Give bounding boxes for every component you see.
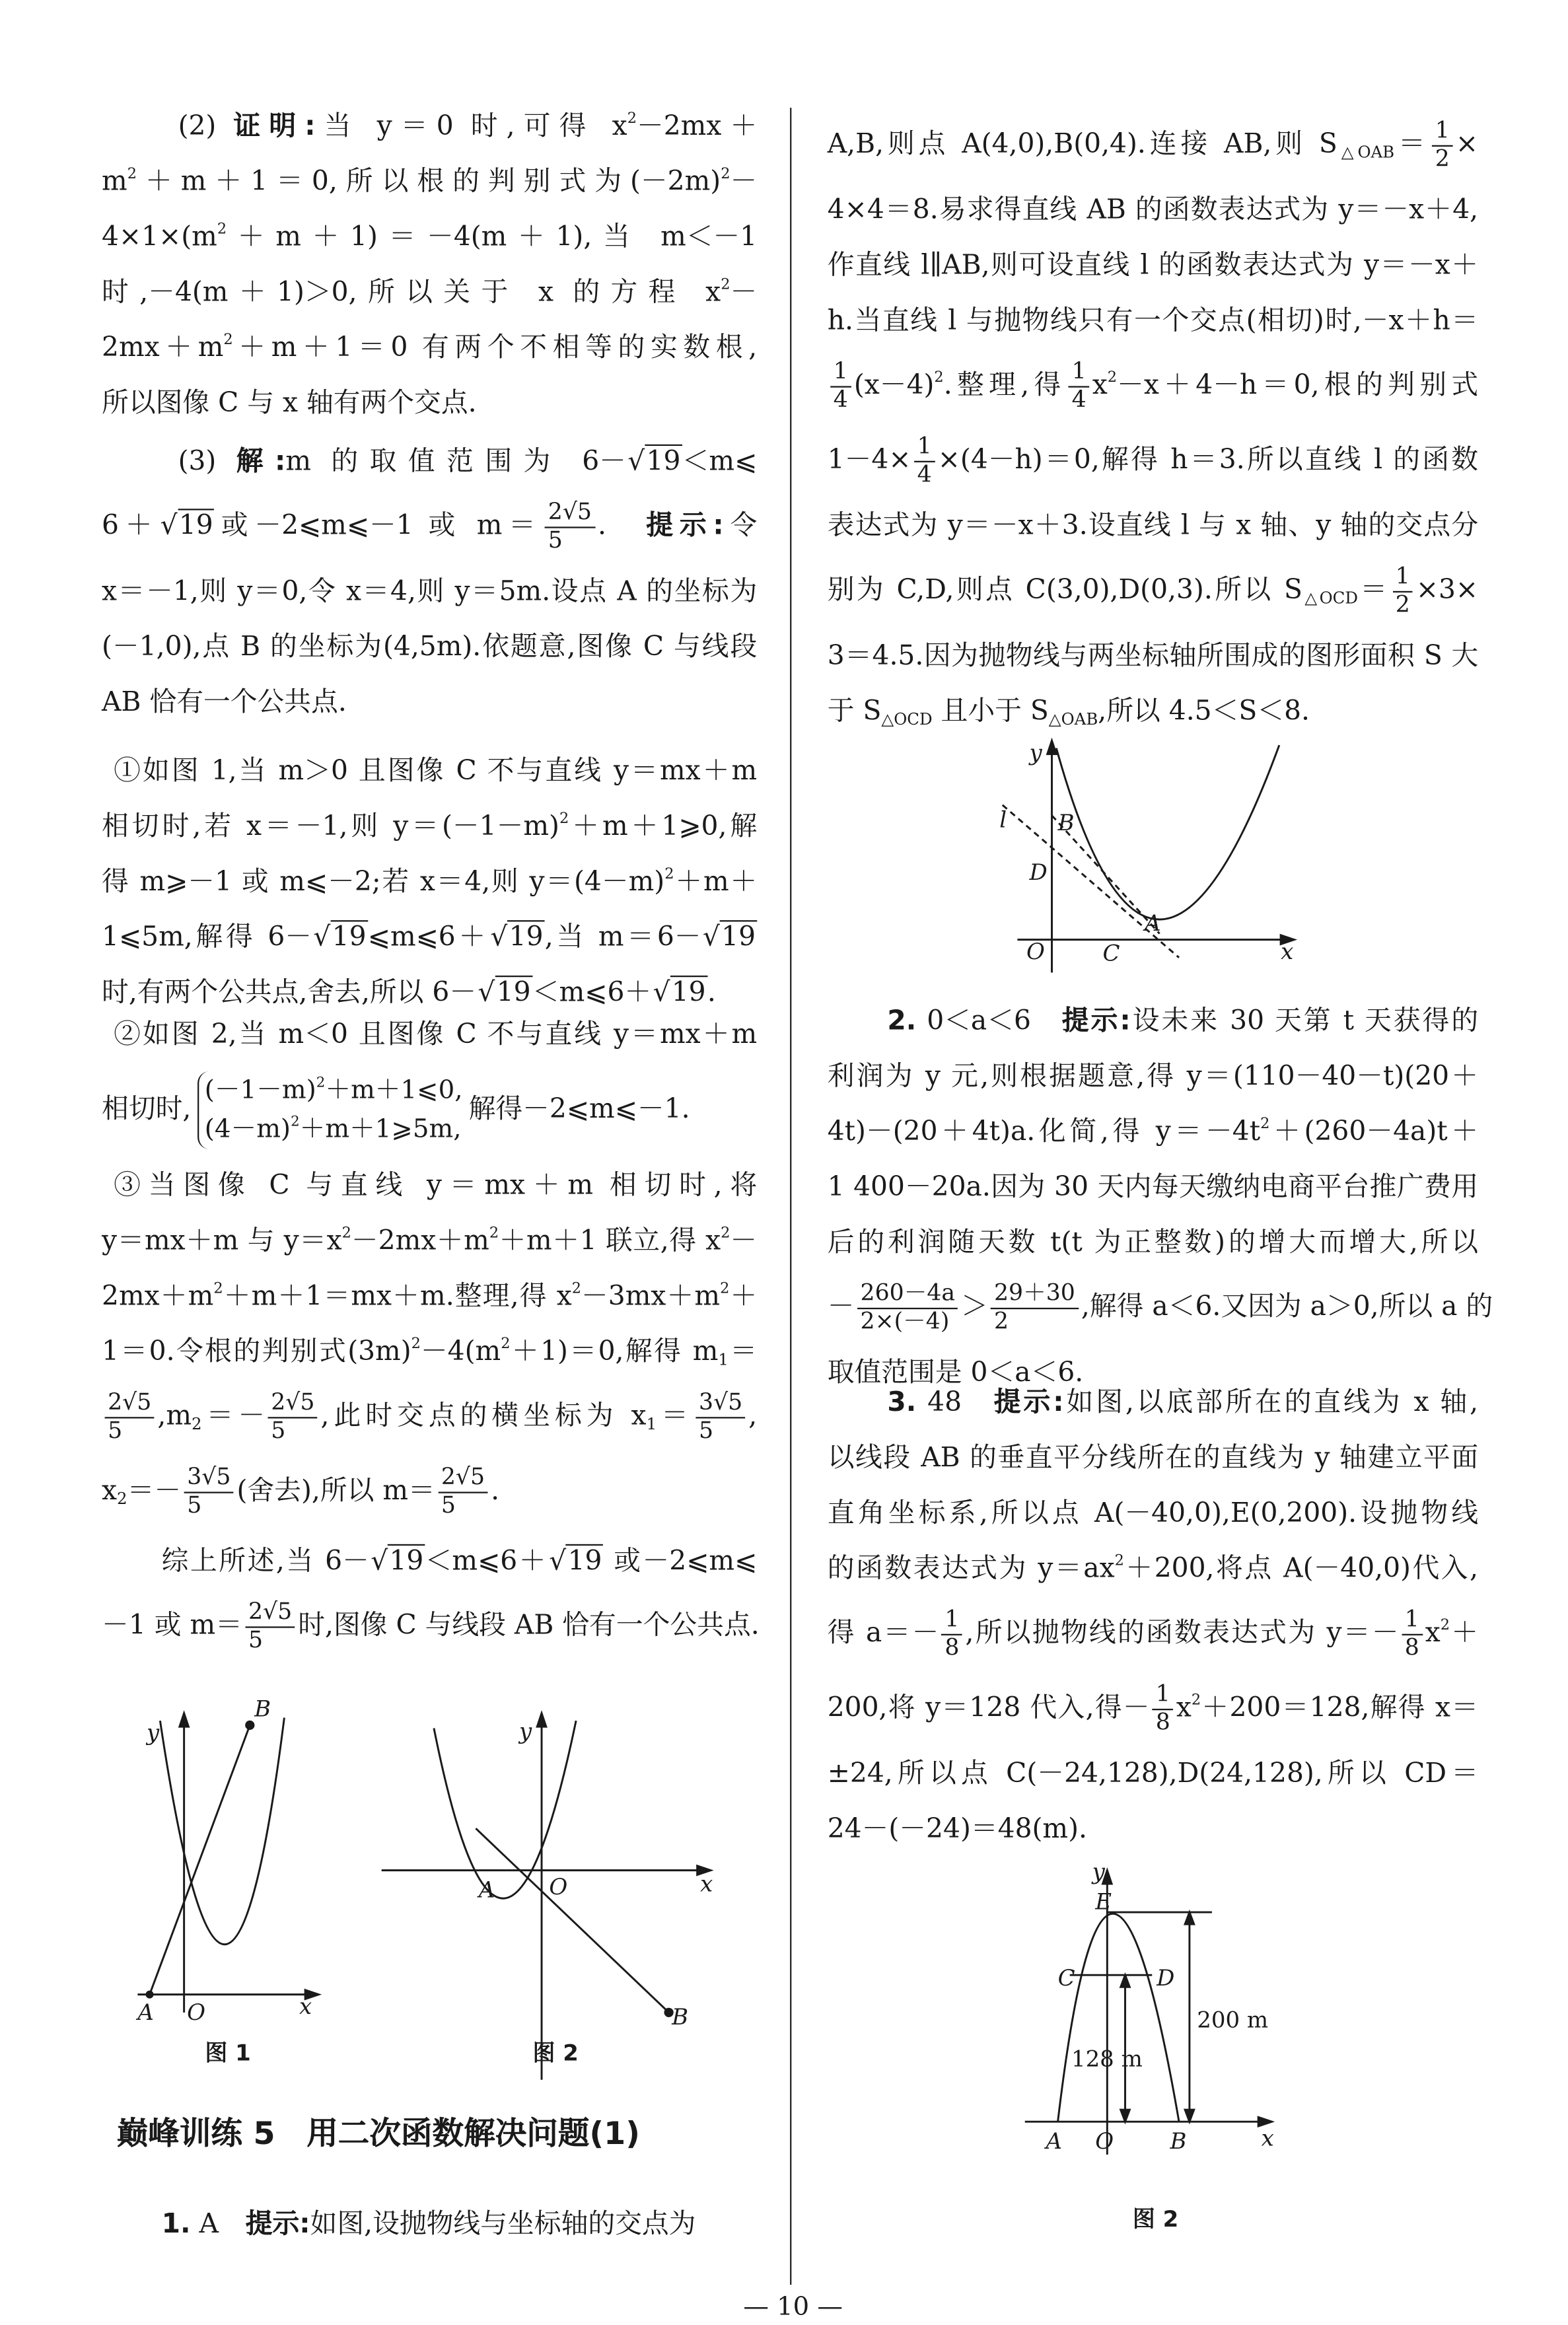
figure-1 xyxy=(137,1713,318,2013)
text-run: － xyxy=(730,1225,758,1257)
radicand: 19 xyxy=(495,976,532,1009)
text-run: 取值范围是 0＜a＜6. xyxy=(827,1357,1084,1389)
superscript: 2 xyxy=(934,369,944,386)
numerator: 2√5 xyxy=(105,1390,155,1417)
text-run: 4×1×(m xyxy=(102,221,217,253)
radical-sign: √ xyxy=(702,921,720,953)
fig3-label-a: A xyxy=(1144,910,1161,937)
subscript: 1 xyxy=(718,1349,729,1370)
fig3-label-b: B xyxy=(1057,810,1075,837)
superscript: 2 xyxy=(1440,1618,1450,1634)
fig1-label-o: O xyxy=(187,1999,206,2026)
text-run: 别为 C,D,则点 C(3,0),D(0,3).所以 S xyxy=(827,574,1302,606)
text-run: (3) xyxy=(178,446,236,478)
denominator: 5 xyxy=(108,1416,123,1443)
text-run: y＝mx＋m 与 y＝x xyxy=(102,1225,342,1257)
superscript: 2 xyxy=(291,1114,300,1131)
bold-label: 提示: xyxy=(1061,1005,1131,1037)
y-axis-arrow-icon xyxy=(180,1713,189,1727)
parabola-c xyxy=(160,1718,284,1945)
text-run: 1－4× xyxy=(827,444,911,476)
text-run: 相切时, xyxy=(102,1093,192,1126)
radicand: 19 xyxy=(178,509,215,542)
fig3-label-o: O xyxy=(1026,939,1045,966)
subscript: △OCD xyxy=(1302,588,1359,608)
text-run: , xyxy=(748,1400,758,1432)
bold-label: 证明: xyxy=(233,110,316,143)
denominator: 8 xyxy=(1155,1707,1170,1735)
numerator: 1 xyxy=(1432,118,1452,146)
section-heading: 巅峰训练 5 用二次函数解决问题(1) xyxy=(116,2116,640,2152)
numerator: 260－4a xyxy=(857,1281,958,1308)
text-run: 得 m⩾－1 或 m⩽－2;若 x＝4,则 y＝(4－m) xyxy=(102,866,665,898)
denominator: 5 xyxy=(441,1491,456,1519)
text-run: A,B,则点 A(4,0),B(0,4).连接 AB,则 S xyxy=(827,128,1337,161)
superscript: 2 xyxy=(127,166,137,183)
segment-ab xyxy=(476,1828,668,2013)
superscript: 2 xyxy=(571,1281,581,1298)
text-run: ＝－ xyxy=(127,1475,182,1507)
text-run: (－1,0),点 B 的坐标为(4,5m).依题意,图像 C 与线段 xyxy=(102,631,758,663)
text-run: 设未来 30 天第 t 天获得的 xyxy=(1130,1005,1479,1037)
superscript: 2 xyxy=(1114,1553,1124,1570)
text-run: －4(m xyxy=(420,1336,501,1368)
superscript: 2 xyxy=(316,1075,326,1092)
numerator: 2√5 xyxy=(545,499,594,527)
text-run: 1＝0.令根的判别式(3m) xyxy=(102,1336,411,1368)
radical-sign: √ xyxy=(478,977,495,1009)
denominator: 5 xyxy=(699,1416,714,1443)
text-run: 200,将 y＝128 代入,得－ xyxy=(827,1692,1150,1724)
point-b xyxy=(246,1721,254,1729)
text-run: × xyxy=(1455,128,1479,161)
denominator: 2 xyxy=(1395,590,1410,618)
parabola-c xyxy=(434,1721,576,1898)
text-run: 24－(－24)＝48(m). xyxy=(827,1813,1087,1845)
text-run: 于 S xyxy=(827,696,882,727)
fig1-caption: 图 1 xyxy=(205,2040,251,2067)
radical-sign: √ xyxy=(313,921,331,953)
text-run: 3＝4.5.因为抛物线与两坐标轴所围成的图形面积 S 大 xyxy=(827,640,1479,672)
text-run: ,此时交点的横坐标为 x xyxy=(320,1400,647,1432)
numerator: 2√5 xyxy=(268,1390,318,1417)
text-run: AB 恰有一个公共点. xyxy=(102,686,347,719)
subscript: △OAB xyxy=(1337,142,1395,162)
subscript: △OAB xyxy=(1048,709,1098,729)
superscript: 2 xyxy=(664,866,674,883)
fig1-label-y: y xyxy=(146,1719,160,1746)
superscript: 2 xyxy=(489,1225,499,1242)
point-a xyxy=(147,1991,153,1997)
text-run: (－1－m) xyxy=(204,1075,316,1106)
numerator: 3√5 xyxy=(184,1465,234,1493)
superscript: 2 xyxy=(559,811,569,828)
text-run: . xyxy=(707,977,716,1009)
arrow-down-icon xyxy=(1185,2110,1194,2122)
fig2-label-o: O xyxy=(549,1873,568,1900)
text-run: ⩽m⩽6＋ xyxy=(367,921,489,953)
text-run: ＋m＋1 联立,得 x xyxy=(499,1225,721,1257)
superscript: 2 xyxy=(720,1281,730,1298)
denominator: 2 xyxy=(1435,144,1450,172)
text-run: 令 xyxy=(723,510,758,542)
y-axis-arrow-icon xyxy=(1048,740,1057,754)
denominator: 8 xyxy=(944,1633,960,1661)
text-run: －x＋4－h＝0,根的判别式 xyxy=(1117,369,1479,402)
radical-sign: √ xyxy=(371,1546,388,1577)
bold-label: 解: xyxy=(236,446,286,478)
text-run: 利润为 y 元,则根据题意,得 y＝(110－40－t)(20＋ xyxy=(827,1061,1479,1092)
text-run: 后的利润随天数 t(t 为正整数)的增大而增大,所以 xyxy=(827,1227,1479,1259)
arrow-down-icon xyxy=(1121,2110,1130,2122)
fig2-label-a: A xyxy=(478,1877,495,1904)
subscript: 1 xyxy=(646,1414,657,1434)
denominator: 4 xyxy=(833,385,848,413)
text-run: ＝ xyxy=(1394,128,1429,161)
text-run: ＝ xyxy=(728,1336,758,1368)
superscript: 2 xyxy=(411,1336,421,1353)
superscript: 2 xyxy=(627,110,637,127)
text-run: ＜m⩽6＋ xyxy=(532,977,652,1009)
fig4-label-c: C xyxy=(1057,1965,1075,1992)
text-run: 时,－4(m＋1)＞0,所以关于 x 的方程 x xyxy=(102,277,721,308)
superscript: 2 xyxy=(213,1281,223,1298)
numerator: 1 xyxy=(1153,1682,1173,1709)
numerator: 2√5 xyxy=(245,1599,295,1627)
subscript: 2 xyxy=(191,1414,202,1434)
text-run: － xyxy=(730,277,758,308)
figure-2 xyxy=(382,1713,711,2080)
text-run: (4－m) xyxy=(204,1114,291,1145)
radical-sign: √ xyxy=(653,977,670,1009)
superscript: 2 xyxy=(341,1225,351,1242)
subscript: △OCD xyxy=(881,709,933,729)
text-run: 所以图像 C 与 x 轴有两个交点. xyxy=(102,387,477,419)
fig4-label-e: E xyxy=(1095,1888,1112,1915)
fig1-label-b: B xyxy=(254,1696,271,1723)
numerator: 1 xyxy=(1392,564,1413,592)
numerator: 3√5 xyxy=(696,1390,746,1417)
numerator: 2√5 xyxy=(438,1465,487,1493)
text-run: 如图,设抛物线与坐标轴的交点为 xyxy=(310,2208,696,2240)
fig4-label-d: D xyxy=(1157,1965,1175,1992)
text-run: (舍去),所以 m＝ xyxy=(236,1475,435,1507)
parabola xyxy=(1058,1914,1179,2122)
superscript: 2 xyxy=(1191,1692,1201,1709)
text-run: ＋200＝128,解得 x＝ xyxy=(1201,1692,1479,1724)
radicand: 19 xyxy=(670,976,707,1009)
text-run: 48 xyxy=(916,1386,994,1419)
text-run: 时,有两个公共点,舍去,所以 6－ xyxy=(102,977,477,1009)
radical-sign: √ xyxy=(549,1546,567,1577)
text-run: ＜m⩽6＋ xyxy=(425,1546,548,1577)
text-run: A xyxy=(190,2208,246,2240)
text-run: ＋200,将点 A(－40,0)代入, xyxy=(1123,1553,1479,1585)
text-run: ③当图像 C 与直线 y＝mx＋m 相切时,将 xyxy=(114,1170,758,1202)
radical-sign: √ xyxy=(627,446,645,478)
text-run: 作直线 l∥AB,则可设直线 l 的函数表达式为 y＝－x＋ xyxy=(827,250,1479,281)
text-run: 得 a＝－ xyxy=(827,1617,939,1649)
superscript: 2 xyxy=(501,1336,511,1353)
text-run: 直角坐标系,所以点 A(－40,0),E(0,200).设抛物线 xyxy=(827,1497,1479,1530)
numerator: 1 xyxy=(1402,1607,1422,1635)
text-run: x xyxy=(1176,1692,1192,1724)
fig3-label-c: C xyxy=(1102,940,1120,967)
fig4-label-o: O xyxy=(1095,2128,1114,2155)
text-run: ＋(260－4a)t＋ xyxy=(1269,1116,1479,1148)
text-run: ＋m＋1)＝－4(m＋1),当 m＜－1 xyxy=(227,221,758,253)
text-run: 表达式为 y＝－x＋3.设直线 l 与 x 轴、y 轴的交点分 xyxy=(827,510,1479,542)
text-run: ,m xyxy=(157,1400,192,1432)
radicand: 19 xyxy=(645,445,682,478)
numerator: 1 xyxy=(914,434,935,462)
bold-label: 提示: xyxy=(646,510,724,542)
text-run: ＝ xyxy=(657,1400,693,1432)
text-run: ,所以 4.5＜S＜8. xyxy=(1098,696,1310,727)
fig2-label-y: y xyxy=(519,1718,532,1745)
fig4-label-x: x xyxy=(1261,2125,1274,2152)
text-run: ＋m＋1＝mx＋m.整理,得 x xyxy=(223,1281,572,1312)
fig2-label-b: B xyxy=(672,2003,689,2030)
radicand: 19 xyxy=(566,1544,603,1577)
text-run: 1⩽5m,解得 6－ xyxy=(102,921,312,953)
arrow-up-icon xyxy=(1185,1912,1194,1924)
fig3-label-l: l xyxy=(999,806,1007,834)
text-run: 4t)－(20＋4t)a.化简,得 y＝－4t xyxy=(827,1116,1261,1148)
text-run: (2) xyxy=(178,110,234,143)
radicand: 19 xyxy=(507,920,544,953)
parabola xyxy=(1056,745,1279,919)
text-run: － xyxy=(827,1291,855,1323)
superscript: 2 xyxy=(1107,369,1118,386)
fig4-label-200m: 200 m xyxy=(1197,2007,1269,2034)
denominator: 5 xyxy=(248,1626,264,1653)
text-run: － xyxy=(730,166,758,198)
fig4-label-b: B xyxy=(1170,2128,1187,2155)
arrow-up-icon xyxy=(1121,1975,1130,1987)
text-run: 1 400－20a.因为 30 天内每天缴纳电商平台推广费用 xyxy=(827,1171,1479,1203)
text-run: ,所以抛物线的函数表达式为 y＝－ xyxy=(965,1617,1399,1649)
denominator: 5 xyxy=(271,1416,286,1443)
text-run: ①如图 1,当 m＞0 且图像 C 不与直线 y＝mx＋m xyxy=(114,755,758,787)
fig2-label-x: x xyxy=(700,1871,713,1898)
fig1-label-a: A xyxy=(137,1999,154,2026)
text-run: 2mx＋m xyxy=(102,1281,214,1312)
denominator: 2×(－4) xyxy=(860,1306,950,1334)
superscript: 2 xyxy=(721,277,731,294)
text-run: . xyxy=(598,510,647,542)
text-run: ＋ xyxy=(729,1281,758,1312)
fig1-label-x: x xyxy=(299,1993,312,2021)
fig4-label-a: A xyxy=(1046,2128,1062,2155)
text-run: 4×4＝8.易求得直线 AB 的函数表达式为 y＝－x＋4, xyxy=(827,194,1479,227)
text-run: 相切时,若 x＝－1,则 y＝(－1－m) xyxy=(102,810,559,843)
superscript: 2 xyxy=(721,166,731,183)
bold-label: 1. xyxy=(161,2208,191,2240)
text-run: 时,图像 C 与线段 AB 恰有一个公共点. xyxy=(298,1610,760,1642)
text-run: 0＜a＜6 xyxy=(916,1005,1062,1037)
numerator: 1 xyxy=(830,359,851,386)
page-number: — 10 — xyxy=(743,2292,843,2322)
text-run: ＋m＋1⩾5m, xyxy=(299,1114,462,1145)
denominator: 5 xyxy=(187,1491,202,1519)
text-run: x xyxy=(1425,1617,1441,1649)
figure-right-1 xyxy=(1003,740,1295,972)
text-run: ②如图 2,当 m＜0 且图像 C 不与直线 y＝mx＋m xyxy=(114,1019,758,1051)
text-run: 如图,以底部所在的直线为 x 轴, xyxy=(1063,1386,1479,1419)
text-run: ＝ xyxy=(1358,574,1390,606)
text-run: ＞ xyxy=(961,1291,988,1323)
text-run: 综上所述,当 6－ xyxy=(161,1546,369,1577)
text-run: x＝－1,则 y＝0,令 x＝4,则 y＝5m.设点 A 的坐标为 xyxy=(102,576,758,608)
text-run: x xyxy=(102,1475,118,1507)
text-run: m 的取值范围为 6－ xyxy=(285,446,626,478)
fig4-caption: 图 2 xyxy=(1132,2205,1179,2233)
bold-label: 提示: xyxy=(245,2208,310,2240)
denominator: 4 xyxy=(1071,385,1087,413)
text-run: 2mx＋m xyxy=(102,332,224,364)
text-run: 或－2⩽m⩽－1 或 m＝ xyxy=(214,510,542,542)
superscript: 2 xyxy=(217,221,227,238)
text-run: －1 或 m＝ xyxy=(102,1610,242,1642)
fig3-label-d: D xyxy=(1029,859,1048,886)
text-run: 以线段 AB 的垂直平分线所在的直线为 y 轴建立平面 xyxy=(827,1442,1479,1474)
text-run: 当 y＝0 时,可得 x xyxy=(315,110,627,143)
text-run: . xyxy=(491,1475,500,1507)
numerator: 1 xyxy=(1069,359,1089,386)
text-run: 或－2⩽m⩽ xyxy=(603,1546,758,1577)
radicand: 19 xyxy=(330,920,367,953)
fig4-label-128m: 128 m xyxy=(1071,2046,1143,2073)
text-run: －2mx＋ xyxy=(636,110,758,143)
text-run: ,当 m＝6－ xyxy=(544,921,701,953)
text-run: m xyxy=(102,166,127,198)
text-run: ＋m＋1＝0 有两个不相等的实数根, xyxy=(232,332,758,364)
text-run: ＋m＋1⩾0,解 xyxy=(569,810,758,843)
text-run: ＋m＋1⩽0, xyxy=(325,1075,463,1106)
text-run: ＋m＋1＝0,所以根的判别式为(－2m) xyxy=(136,166,721,198)
superscript: 2 xyxy=(223,332,233,349)
radicand: 19 xyxy=(388,1544,425,1577)
denominator: 2 xyxy=(993,1306,1009,1334)
bold-label: 3. xyxy=(887,1386,917,1419)
text-run: ±24,所以点 C(－24,128),D(24,128),所以 CD＝ xyxy=(827,1758,1479,1790)
text-run: －3mx＋m xyxy=(581,1281,721,1312)
y-axis-arrow-icon xyxy=(537,1713,546,1727)
text-run: －2mx＋m xyxy=(351,1225,489,1257)
fig2-caption: 图 2 xyxy=(532,2040,579,2067)
radical-sign: √ xyxy=(490,921,508,953)
text-run: ＋m＋ xyxy=(674,866,758,898)
segment-ab xyxy=(150,1725,250,1995)
radicand: 19 xyxy=(720,920,757,953)
bold-label: 2. xyxy=(887,1005,917,1037)
superscript: 2 xyxy=(721,1225,731,1242)
subscript: 2 xyxy=(117,1489,127,1509)
text-run: 的函数表达式为 y＝ax xyxy=(827,1553,1115,1585)
text-run: 且小于 S xyxy=(932,696,1049,727)
text-run: 6＋ xyxy=(102,510,159,542)
denominator: 5 xyxy=(548,526,563,554)
numerator: 29＋30 xyxy=(991,1281,1078,1308)
bold-label: 提示: xyxy=(993,1386,1064,1419)
numerator: 1 xyxy=(942,1607,962,1635)
radical-sign: √ xyxy=(160,510,178,542)
denominator: 8 xyxy=(1404,1633,1419,1661)
text-run: ＝－ xyxy=(201,1400,266,1432)
fig4-label-y: y xyxy=(1092,1859,1105,1886)
text-run: h.当直线 l 与抛物线只有一个交点(相切)时,－x＋h＝ xyxy=(827,305,1479,337)
text-run: (x－4) xyxy=(853,369,935,402)
text-run: ,解得 a＜6.又因为 a＞0,所以 a 的 xyxy=(1081,1291,1493,1323)
text-run: .整理,得 xyxy=(943,369,1066,402)
denominator: 4 xyxy=(917,460,932,487)
superscript: 2 xyxy=(1260,1116,1270,1133)
text-run: ×3× xyxy=(1415,574,1479,606)
fig3-label-y: y xyxy=(1029,739,1042,766)
text-run: ＋ xyxy=(1450,1617,1479,1649)
fig3-label-x: x xyxy=(1281,939,1294,966)
text-run: 解得－2⩽m⩽－1. xyxy=(468,1093,690,1126)
text-run: ＋1)＝0,解得 m xyxy=(510,1336,719,1368)
text-run: x xyxy=(1092,369,1108,402)
text-run: ×(4－h)＝0,解得 h＝3.所以直线 l 的函数 xyxy=(937,444,1479,476)
text-run: ＜m⩽ xyxy=(682,446,758,478)
